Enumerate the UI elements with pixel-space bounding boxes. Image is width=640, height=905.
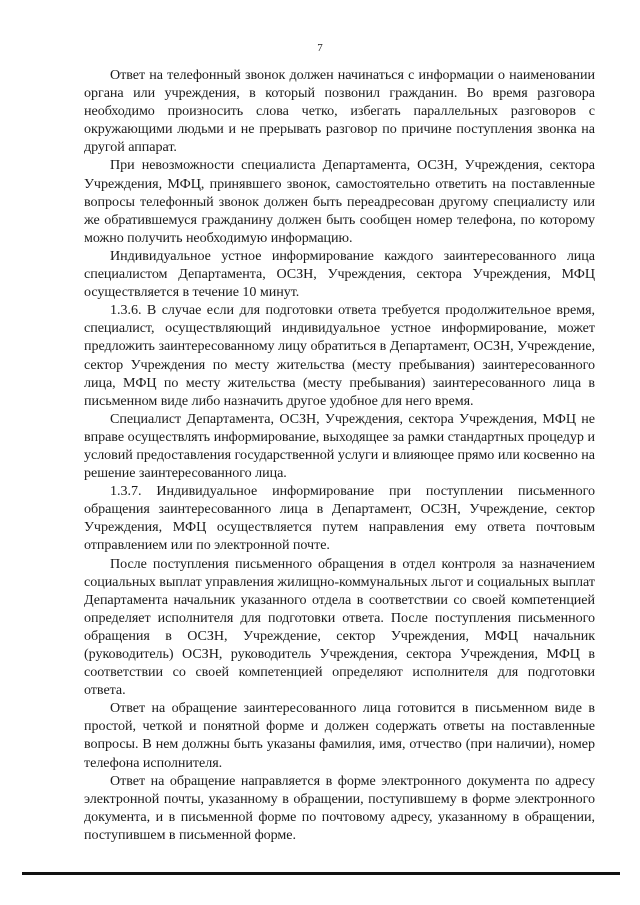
paragraph-1-3-7: 1.3.7. Индивидуальное информирование при поступлении письменного обращения заинтересованного лица в Департамент, ОСЗН, Учреждение, сектор Учреждения, МФЦ осуществляется путем направления ему ответа почтовым отправлением или по электронной почте. — [84, 483, 595, 554]
paragraph-written-request-processing: После поступления письменного обращения в отдел контроля за назначением социальных выплат управления жилищно-коммунальных льгот и социальных выплат Департамента начальник указанного отдела в соответствии со своей компетенцией определяет исполнителя для подготовки ответа. После поступления письменного обращения в ОСЗН, Учреждение, сектор Учреждения, МФЦ начальник (руководитель) ОСЗН, руководитель Учреждения, сектора Учреждения, МФЦ в соответствии со своей компетенцией определяют исполнителя для подготовки ответа. — [84, 555, 595, 699]
paragraph-phone-answer: Ответ на телефонный звонок должен начинаться с информации о наименовании органа или учреждения, в который позвонил гражданин. Во время разговора необходимо произносить слова четко, избегать параллельных разговоров с окружающими людьми и не прерывать разговор по причине поступления звонка на другой аппарат. — [84, 67, 595, 156]
paragraph-phone-redirect: При невозможности специалиста Департамента, ОСЗН, Учреждения, сектора Учреждения, МФЦ, принявшего звонок, самостоятельно ответить на поставленные вопросы телефонный звонок должен быть переадресован другому специалисту или же обратившемуся гражданину должен быть сообщен номер телефона, по которому можно получить необходимую информацию. — [84, 157, 595, 246]
document-body — [84, 66, 595, 844]
paragraph-1-3-6: 1.3.6. В случае если для подготовки ответа требуется продолжительное время, специалист, осуществляющий индивидуальное устное информирование, может предложить заинтересованному лицу обратиться в Департамент, ОСЗН, Учреждение, сектор Учреждения по месту жительства (месту пребывания) заинтересованного лица, МФЦ по месту жительства (месту пребывания) заинтересованного лица в письменном виде либо назначить другое удобное для него время. — [84, 302, 595, 409]
paragraph-informing-limits: Специалист Департамента, ОСЗН, Учреждения, сектора Учреждения, МФЦ не вправе осуществлять информирование, выходящее за рамки стандартных процедур и условий предоставления государственной услуги и влияющее прямо или косвенно на решение заинтересованного лица. — [84, 410, 595, 482]
paragraph-oral-duration: Индивидуальное устное информирование каждого заинтересованного лица специалистом Департамента, ОСЗН, Учреждения, сектора Учреждения, МФЦ осуществляется в течение 10 минут. — [84, 247, 595, 301]
bottom-divider — [22, 872, 620, 875]
page-number: 7 — [317, 42, 323, 54]
paragraph-answer-delivery: Ответ на обращение направляется в форме электронного документа по адресу электронной почты, указанному в обращении, поступившему в форме электронного документа, и в письменной форме по почтовому адресу, указанному в обращении, поступившем в письменной форме. — [84, 772, 595, 843]
paragraph-answer-form: Ответ на обращение заинтересованного лица готовится в письменном виде в простой, четкой и понятной форме и должен содержать ответы на поставленные вопросы. В нем должны быть указаны фамилия, имя, отчество (при наличии), номер телефона исполнителя. — [84, 700, 595, 771]
